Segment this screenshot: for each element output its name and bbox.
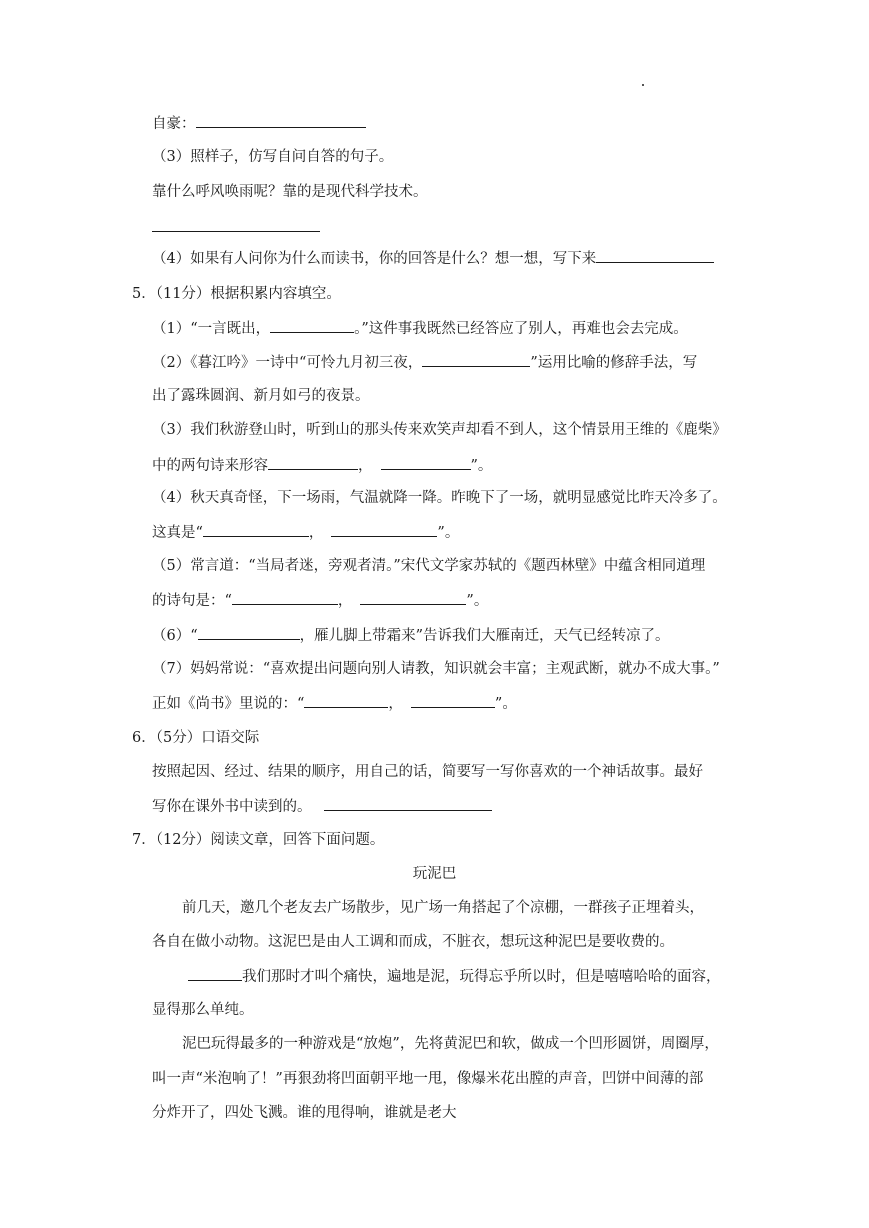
q5-item-2: （2）《暮江吟》一诗中“可怜九月初三夜， ”运用比喻的修辞手法，写 xyxy=(152,352,697,373)
example-sentence: 靠什么呼风唤雨呢？靠的是现代科学技术。 xyxy=(152,184,428,200)
passage-paragraph-1-cont: 各自在做小动物。这泥巴是由人工调和而成，不脏衣，想玩这种泥巴是要收费的。 xyxy=(152,934,674,950)
q5-item-4-cont: 这真是“ ， ”。 xyxy=(152,522,459,543)
answer-blank[interactable] xyxy=(188,966,242,981)
answer-blank[interactable] xyxy=(198,625,300,640)
passage-paragraph-2: 我们那时才叫个痛快，遍地是泥，玩得忘乎所以时，但是嘻嘻哈哈的面容， xyxy=(188,966,721,987)
q5-item-7: （7）妈妈常说：“喜欢提出问题向别人请教，知识就会丰富；主观武断，就办不成大事。” xyxy=(152,661,720,677)
q6-prompt: 按照起因、经过、结果的顺序，用自己的话，简要写一写你喜欢的一个神话故事。最好 xyxy=(152,764,703,780)
answer-line[interactable] xyxy=(152,231,320,232)
answer-blank[interactable] xyxy=(411,693,495,708)
answer-blank[interactable] xyxy=(360,590,466,605)
page-mark xyxy=(642,84,644,86)
q5-item-7-cont: 正如《尚书》里说的：“ ， ”。 xyxy=(152,693,517,714)
answer-blank[interactable] xyxy=(203,522,309,537)
passage-paragraph-3-end: 分炸开了，四处飞溅。谁的甩得响，谁就是老大 xyxy=(152,1105,457,1121)
q5-item-3-cont: 中的两句诗来形容 ， ”。 xyxy=(152,455,492,476)
answer-blank[interactable] xyxy=(596,248,714,263)
question-7-heading: 7．（12分）阅读文章，回答下面问题。 xyxy=(132,832,385,848)
q6-prompt-cont: 写你在课外书中读到的。 xyxy=(152,796,492,817)
q5-item-4: （4）秋天真奇怪，下一场雨，气温就降一降。昨晚下了一场，就明显感觉比昨天冷多了。 xyxy=(152,490,727,506)
answer-blank[interactable] xyxy=(422,352,530,367)
answer-blank[interactable] xyxy=(268,455,358,470)
q5-item-5-cont: 的诗句是：“ ， ”。 xyxy=(152,590,488,611)
answer-blank[interactable] xyxy=(232,590,338,605)
sub-question-4: （4）如果有人问你为什么而读书，你的回答是什么？想一想，写下来 xyxy=(152,248,714,269)
q5-item-6: （6）“ ，雁儿脚上带霜来”告诉我们大雁南迁，天气已经转凉了。 xyxy=(152,625,670,646)
answer-blank[interactable] xyxy=(304,693,388,708)
answer-blank[interactable] xyxy=(196,113,366,128)
answer-blank[interactable] xyxy=(270,318,354,333)
q5-item-1: （1）“一言既出， 。”这件事我既然已经答应了别人，再难也会去完成。 xyxy=(152,318,688,339)
passage-title: 玩泥巴 xyxy=(412,866,457,882)
q5-item-2-cont: 出了露珠圆润、新月如弓的夜景。 xyxy=(152,388,370,404)
passage-paragraph-3: 泥巴玩得最多的一种游戏是“放炮”，先将黄泥巴和软，做成一个凹形圆饼，周圈厚， xyxy=(182,1036,719,1052)
passage-paragraph-3-cont: 叫一声“米泡响了！”再狠劲将凹面朝平地一甩，像爆米花出膛的声音，凹饼中间薄的部 xyxy=(152,1071,704,1087)
question-5-heading: 5．（11分）根据积累内容填空。 xyxy=(132,286,341,302)
answer-blank[interactable] xyxy=(324,796,492,811)
q5-item-5: （5）常言道：“当局者迷，旁观者清。”宋代文学家苏轼的《题西林壁》中蕴含相同道理 xyxy=(152,558,706,574)
passage-paragraph-1: 前几天，邀几个老友去广场散步，见广场一角搭起了个凉棚，一群孩子正埋着头， xyxy=(182,900,704,916)
question-6-heading: 6．（5分）口语交际 xyxy=(132,730,260,746)
answer-blank[interactable] xyxy=(331,522,437,537)
answer-blank[interactable] xyxy=(381,455,471,470)
q5-item-3: （3）我们秋游登山时，听到山的那头传来欢笑声却看不到人，这个情景用王维的《鹿柴》 xyxy=(152,422,727,438)
sub-question-3: （3）照样子，仿写自问自答的句子。 xyxy=(152,149,394,165)
proud-line: 自豪： xyxy=(152,113,366,134)
passage-paragraph-2-cont: 显得那么单纯。 xyxy=(152,1002,254,1018)
